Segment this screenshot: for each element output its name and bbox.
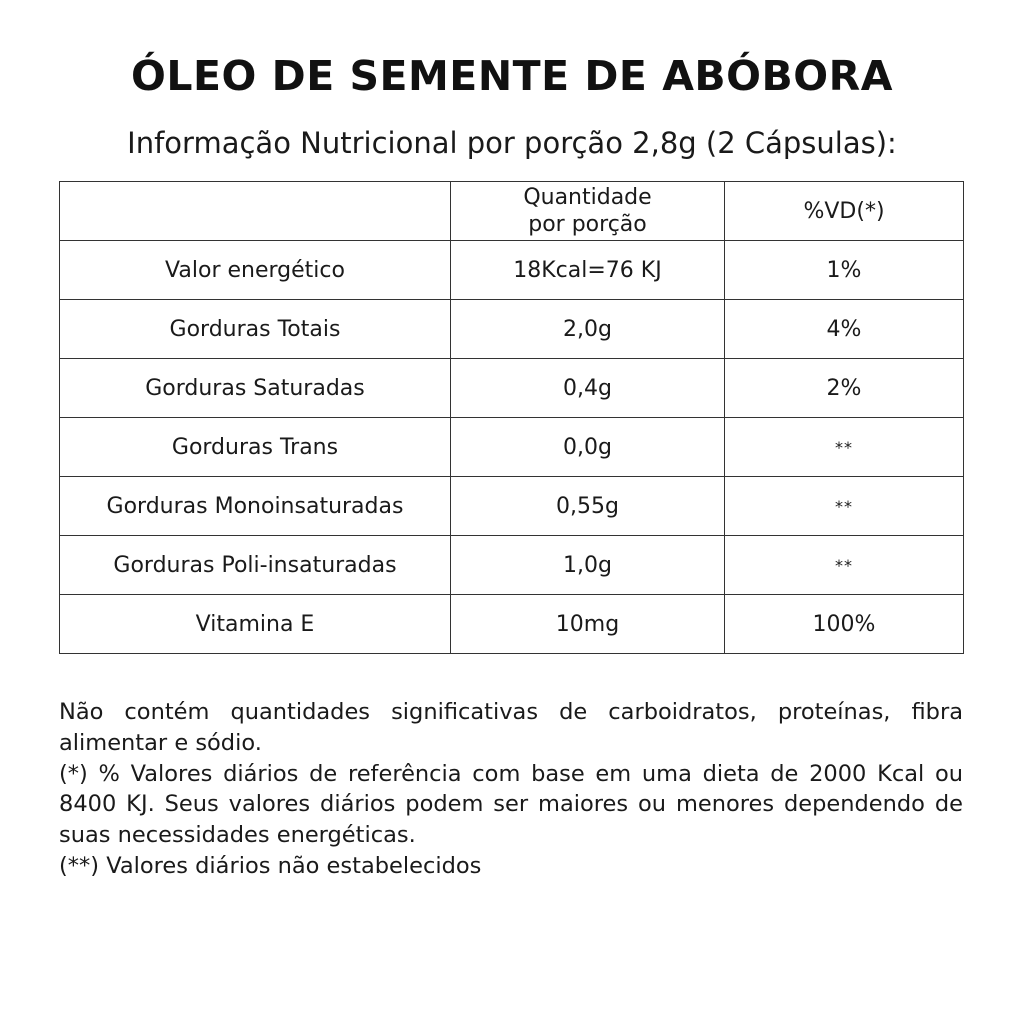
footnote-not-established: (**) Valores diários não estabelecidos [59, 852, 482, 879]
table-row [60, 477, 964, 536]
nutrient-daily-value: 1% [725, 241, 964, 300]
footnote-daily-values: (*) % Valores diários de referência com base em uma dieta de 2000 Kcal ou 8400 KJ. Seus valores diários podem ser maiores ou menores dependendo de suas necessidades energéticas. [59, 760, 963, 849]
quantity-header-line2: por porção [528, 212, 647, 237]
table-row [60, 300, 964, 359]
table-row [60, 536, 964, 595]
nutrient-name: Gorduras Saturadas [60, 359, 451, 418]
product-title: ÓLEO DE SEMENTE DE ABÓBORA [131, 52, 893, 100]
nutrition-facts-table [59, 181, 964, 654]
nutrient-daily-value: 4% [725, 300, 964, 359]
nutrient-quantity: 2,0g [451, 300, 725, 359]
quantity-header-line1: Quantidade [523, 185, 652, 210]
nutrient-daily-value: 100% [725, 595, 964, 654]
nutrient-quantity: 18Kcal=76 KJ [451, 241, 725, 300]
nutrient-column-header [60, 182, 451, 241]
nutrient-daily-value: ** [725, 418, 964, 477]
nutrient-quantity: 0,55g [451, 477, 725, 536]
quantity-column-header [451, 182, 725, 241]
table-row [60, 595, 964, 654]
table-row [60, 418, 964, 477]
nutrient-quantity: 0,4g [451, 359, 725, 418]
serving-info-subtitle: Informação Nutricional por porção 2,8g (2 Cápsulas): [127, 126, 897, 160]
footnote-not-contained: Não contém quantidades significativas de carboidratos, proteínas, fibra alimentar e sódio. [59, 699, 963, 756]
nutrient-quantity: 0,0g [451, 418, 725, 477]
nutrient-name: Gorduras Monoinsaturadas [60, 477, 451, 536]
nutrient-daily-value: 2% [725, 359, 964, 418]
nutrient-name: Gorduras Totais [60, 300, 451, 359]
daily-value-column-header: %VD(*) [725, 182, 964, 241]
nutrient-daily-value: ** [725, 477, 964, 536]
nutrient-quantity: 1,0g [451, 536, 725, 595]
nutrient-name: Gorduras Poli-insaturadas [60, 536, 451, 595]
table-row [60, 241, 964, 300]
table-header-row [60, 182, 964, 241]
footnotes [59, 697, 963, 882]
nutrient-name: Gorduras Trans [60, 418, 451, 477]
nutrient-daily-value: ** [725, 536, 964, 595]
nutrient-quantity: 10mg [451, 595, 725, 654]
nutrient-name: Vitamina E [60, 595, 451, 654]
nutrient-name: Valor energético [60, 241, 451, 300]
table-row [60, 359, 964, 418]
